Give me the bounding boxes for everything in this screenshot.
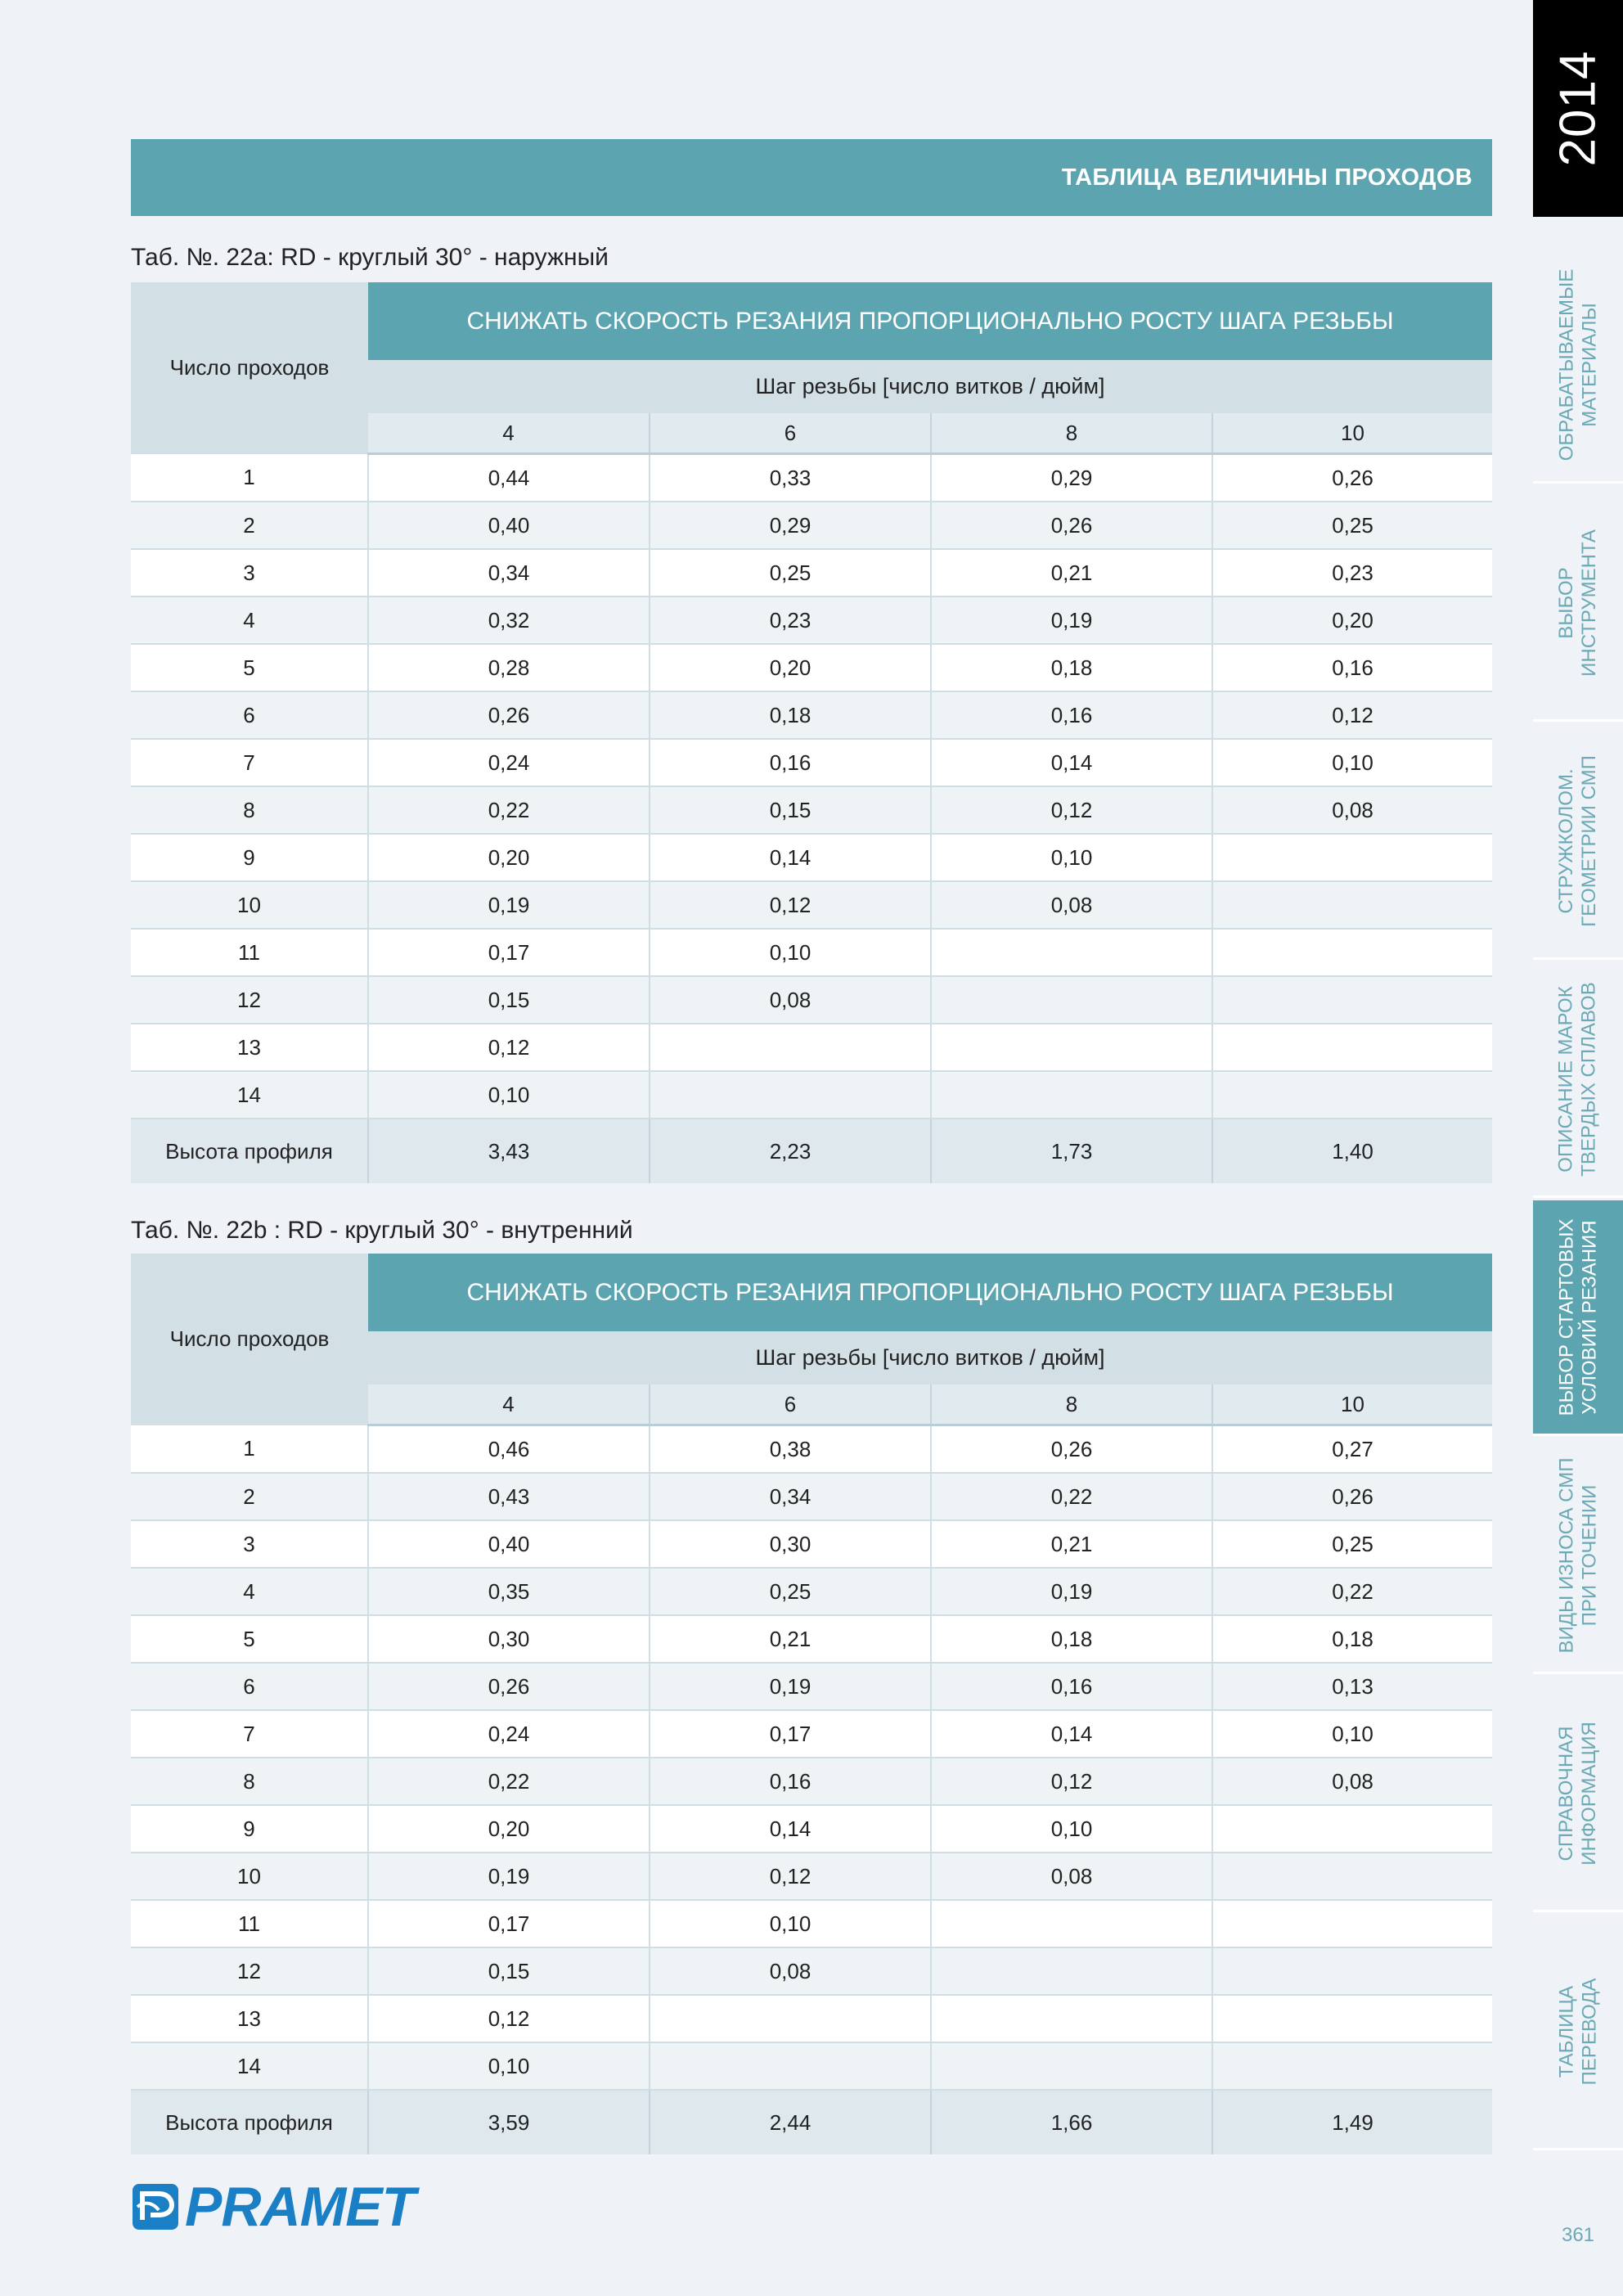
- pass-number-cell: 12: [131, 976, 368, 1024]
- tab-label-line2: ИНФОРМАЦИЯ: [1578, 1721, 1601, 1866]
- pass-value-cell: [1212, 1900, 1492, 1947]
- year-tab: [1533, 0, 1623, 217]
- table-22a: [131, 282, 1492, 1183]
- pass-value-cell: 0,08: [1212, 1758, 1492, 1805]
- pass-value-cell: 0,08: [650, 1947, 931, 1995]
- pass-value-cell: 0,22: [931, 1473, 1212, 1520]
- pass-value-cell: 0,16: [650, 739, 931, 786]
- pass-number-cell: 3: [131, 549, 368, 597]
- column-header: 4: [368, 1384, 650, 1425]
- table-row: [131, 786, 1492, 834]
- pass-value-cell: [931, 1900, 1212, 1947]
- sidebar-tab-conversion[interactable]: [1533, 1915, 1623, 2150]
- pass-number-cell: 9: [131, 1805, 368, 1853]
- pass-value-cell: 0,24: [368, 739, 650, 786]
- pass-number-cell: 6: [131, 691, 368, 739]
- pass-value-cell: 0,10: [931, 834, 1212, 881]
- section-title: ТАБЛИЦА ВЕЛИЧИНЫ ПРОХОДОВ: [1061, 164, 1472, 191]
- pass-value-cell: 0,12: [931, 786, 1212, 834]
- pass-value-cell: 0,46: [368, 1425, 650, 1474]
- pass-value-cell: [1212, 976, 1492, 1024]
- table-22b-caption: Таб. №. 22b : RD - круглый 30° - внутренний: [131, 1217, 633, 1244]
- pass-value-cell: 0,29: [931, 454, 1212, 502]
- pass-value-cell: 0,32: [368, 597, 650, 644]
- pass-value-cell: [1212, 1995, 1492, 2042]
- table-row: [131, 1473, 1492, 1520]
- table-row: [131, 834, 1492, 881]
- pass-number-cell: 1: [131, 454, 368, 502]
- profile-height-value: 1,66: [931, 2090, 1212, 2154]
- pass-value-cell: 0,26: [931, 1425, 1212, 1474]
- pass-value-cell: 0,23: [650, 597, 931, 644]
- profile-height-value: 1,40: [1212, 1119, 1492, 1183]
- pass-value-cell: 0,14: [931, 1710, 1212, 1758]
- tab-label-line1: СТРУЖКОЛОМ.: [1555, 768, 1577, 914]
- pramet-logo-text: PRAMET: [185, 2176, 416, 2238]
- pass-value-cell: 0,12: [368, 1995, 650, 2042]
- sidebar-tab-chipbreakers[interactable]: [1533, 724, 1623, 960]
- pass-value-cell: 0,44: [368, 454, 650, 502]
- pass-number-cell: 7: [131, 739, 368, 786]
- table-row: [131, 1900, 1492, 1947]
- pass-number-cell: 4: [131, 1568, 368, 1615]
- pass-value-cell: 0,15: [650, 786, 931, 834]
- pass-value-cell: [1212, 1805, 1492, 1853]
- tab-label-line2: ПРИ ТОЧЕНИИ: [1578, 1484, 1600, 1626]
- pass-value-cell: [1212, 1853, 1492, 1900]
- pass-value-cell: 0,25: [1212, 502, 1492, 549]
- pass-value-cell: 0,21: [931, 1520, 1212, 1568]
- table-row: [131, 1071, 1492, 1119]
- pass-value-cell: 0,22: [368, 1758, 650, 1805]
- pass-value-cell: 0,16: [931, 1663, 1212, 1710]
- table-row: [131, 1425, 1492, 1474]
- profile-height-value: 1,49: [1212, 2090, 1492, 2154]
- sidebar-tab-wear[interactable]: [1533, 1438, 1623, 1674]
- pass-value-cell: 0,29: [650, 502, 931, 549]
- table-row: [131, 1520, 1492, 1568]
- profile-height-row: [131, 2090, 1492, 2154]
- tab-label-line1: ТАБЛИЦА: [1555, 1985, 1578, 2078]
- pass-value-cell: 0,22: [368, 786, 650, 834]
- tab-label-line1: ВЫБОР СТАРТОВЫХ: [1555, 1218, 1577, 1416]
- pass-value-cell: 0,19: [931, 1568, 1212, 1615]
- pass-number-cell: 4: [131, 597, 368, 644]
- table-22a-caption: Таб. №. 22a: RD - круглый 30° - наружный: [131, 244, 609, 271]
- pass-value-cell: 0,12: [931, 1758, 1212, 1805]
- table-row: [131, 454, 1492, 502]
- pass-value-cell: [931, 1024, 1212, 1071]
- table-22b: [131, 1254, 1492, 2154]
- pass-number-cell: 10: [131, 881, 368, 929]
- tab-label-line2: ТВЕРДЫХ СПЛАВОВ: [1578, 981, 1601, 1177]
- profile-height-label: Высота профиля: [131, 2090, 368, 2154]
- pass-value-cell: 0,10: [650, 1900, 931, 1947]
- pass-number-cell: 11: [131, 1900, 368, 1947]
- pass-value-cell: 0,12: [1212, 691, 1492, 739]
- pass-value-cell: 0,38: [650, 1425, 931, 1474]
- pramet-logo-icon: [131, 2182, 180, 2231]
- pass-value-cell: [650, 1995, 931, 2042]
- pass-value-cell: 0,12: [368, 1024, 650, 1071]
- pass-value-cell: 0,18: [931, 1615, 1212, 1663]
- table-row: [131, 1663, 1492, 1710]
- pass-number-cell: 1: [131, 1425, 368, 1474]
- pass-value-cell: 0,16: [931, 691, 1212, 739]
- pass-value-cell: [931, 976, 1212, 1024]
- tab-label-line1: ОПИСАНИЕ МАРОК: [1555, 985, 1578, 1173]
- table-row: [131, 1995, 1492, 2042]
- pass-value-cell: 0,10: [368, 2042, 650, 2090]
- table-row: [131, 691, 1492, 739]
- pass-value-cell: 0,43: [368, 1473, 650, 1520]
- pass-value-cell: 0,30: [650, 1520, 931, 1568]
- pass-number-cell: 12: [131, 1947, 368, 1995]
- pass-value-cell: [931, 2042, 1212, 2090]
- pass-value-cell: [931, 929, 1212, 976]
- pass-value-cell: 0,34: [650, 1473, 931, 1520]
- pass-value-cell: 0,21: [931, 549, 1212, 597]
- pass-value-cell: 0,21: [650, 1615, 931, 1663]
- pass-value-cell: 0,19: [368, 1853, 650, 1900]
- pass-number-cell: 5: [131, 644, 368, 691]
- pass-number-cell: 6: [131, 1663, 368, 1710]
- pass-value-cell: 0,08: [1212, 786, 1492, 834]
- profile-height-value: 3,43: [368, 1119, 650, 1183]
- speed-reduction-banner: СНИЖАТЬ СКОРОСТЬ РЕЗАНИЯ ПРОПОРЦИОНАЛЬНО РОСТУ ШАГА РЕЗЬБЫ: [368, 1254, 1492, 1331]
- pass-number-cell: 13: [131, 1995, 368, 2042]
- pass-value-cell: 0,18: [931, 644, 1212, 691]
- row-header-label: Число проходов: [131, 282, 368, 454]
- pass-value-cell: 0,10: [931, 1805, 1212, 1853]
- column-header: 10: [1212, 1384, 1492, 1425]
- pass-number-cell: 8: [131, 1758, 368, 1805]
- pass-value-cell: 0,08: [931, 1853, 1212, 1900]
- pass-value-cell: [650, 2042, 931, 2090]
- pass-value-cell: 0,20: [368, 1805, 650, 1853]
- profile-height-value: 1,73: [931, 1119, 1212, 1183]
- pass-number-cell: 2: [131, 502, 368, 549]
- year-label: 2014: [1549, 50, 1607, 167]
- pass-value-cell: 0,40: [368, 502, 650, 549]
- column-header: 4: [368, 413, 650, 454]
- pass-value-cell: 0,40: [368, 1520, 650, 1568]
- pass-value-cell: 0,17: [368, 929, 650, 976]
- table-row: [131, 881, 1492, 929]
- tab-label-line2: УСЛОВИЙ РЕЗАНИЯ: [1578, 1219, 1600, 1415]
- pass-value-cell: 0,19: [650, 1663, 931, 1710]
- pass-number-cell: 8: [131, 786, 368, 834]
- pass-value-cell: 0,33: [650, 454, 931, 502]
- pass-value-cell: [931, 1995, 1212, 2042]
- sidebar-tab-materials[interactable]: [1533, 248, 1623, 484]
- pass-value-cell: [1212, 1024, 1492, 1071]
- sidebar-tab-reference[interactable]: [1533, 1677, 1623, 1912]
- table-row: [131, 976, 1492, 1024]
- pass-value-cell: 0,20: [650, 644, 931, 691]
- pass-value-cell: 0,18: [650, 691, 931, 739]
- pass-value-cell: 0,13: [1212, 1663, 1492, 1710]
- table-row: [131, 1615, 1492, 1663]
- pass-number-cell: 9: [131, 834, 368, 881]
- table-row: [131, 2042, 1492, 2090]
- tab-label-line2: МАТЕРИАЛЫ: [1578, 302, 1600, 427]
- pass-value-cell: [1212, 834, 1492, 881]
- pass-value-cell: 0,26: [931, 502, 1212, 549]
- table-row: [131, 644, 1492, 691]
- speed-reduction-banner: СНИЖАТЬ СКОРОСТЬ РЕЗАНИЯ ПРОПОРЦИОНАЛЬНО РОСТУ ШАГА РЕЗЬБЫ: [368, 282, 1492, 360]
- page-section-banner: [131, 139, 1492, 216]
- pass-value-cell: 0,23: [1212, 549, 1492, 597]
- tab-label-line1: ВЫБОР: [1555, 566, 1577, 639]
- tab-label-line1: СПРАВОЧНАЯ: [1555, 1725, 1578, 1862]
- profile-height-value: 3,59: [368, 2090, 650, 2154]
- pass-value-cell: 0,26: [368, 1663, 650, 1710]
- profile-height-row: [131, 1119, 1492, 1183]
- pass-number-cell: 5: [131, 1615, 368, 1663]
- pass-value-cell: 0,16: [1212, 644, 1492, 691]
- pass-value-cell: [650, 1071, 931, 1119]
- table-row: [131, 1853, 1492, 1900]
- pass-value-cell: 0,22: [1212, 1568, 1492, 1615]
- pass-value-cell: 0,20: [368, 834, 650, 881]
- pass-value-cell: [650, 1024, 931, 1071]
- pass-value-cell: 0,19: [368, 881, 650, 929]
- chapter-sidebar: [1533, 0, 1623, 2296]
- pass-value-cell: [1212, 1947, 1492, 1995]
- pass-value-cell: 0,27: [1212, 1425, 1492, 1474]
- pass-value-cell: 0,26: [1212, 1473, 1492, 1520]
- pass-value-cell: 0,14: [931, 739, 1212, 786]
- thread-pitch-header: Шаг резьбы [число витков / дюйм]: [368, 1331, 1492, 1384]
- table-row: [131, 1710, 1492, 1758]
- pass-number-cell: 3: [131, 1520, 368, 1568]
- pass-number-cell: 10: [131, 1853, 368, 1900]
- pass-value-cell: 0,18: [1212, 1615, 1492, 1663]
- pass-value-cell: 0,20: [1212, 597, 1492, 644]
- pass-value-cell: [931, 1947, 1212, 1995]
- table-row: [131, 1568, 1492, 1615]
- table-row: [131, 929, 1492, 976]
- sidebar-tab-tool-selection[interactable]: [1533, 486, 1623, 722]
- pass-value-cell: [931, 1071, 1212, 1119]
- tab-label-line1: ОБРАБАТЫВАЕМЫЕ: [1555, 268, 1577, 461]
- pass-value-cell: 0,12: [650, 1853, 931, 1900]
- pass-value-cell: 0,34: [368, 549, 650, 597]
- row-header-label: Число проходов: [131, 1254, 368, 1425]
- thread-pitch-header: Шаг резьбы [число витков / дюйм]: [368, 360, 1492, 413]
- pass-value-cell: [1212, 881, 1492, 929]
- table-row: [131, 1805, 1492, 1853]
- pass-value-cell: 0,30: [368, 1615, 650, 1663]
- pass-value-cell: [1212, 2042, 1492, 2090]
- pass-value-cell: 0,08: [650, 976, 931, 1024]
- pass-value-cell: 0,25: [1212, 1520, 1492, 1568]
- column-header: 10: [1212, 413, 1492, 454]
- pass-value-cell: 0,08: [931, 881, 1212, 929]
- pass-value-cell: 0,15: [368, 1947, 650, 1995]
- pass-value-cell: 0,10: [650, 929, 931, 976]
- pass-number-cell: 14: [131, 2042, 368, 2090]
- pass-number-cell: 13: [131, 1024, 368, 1071]
- sidebar-tab-grades[interactable]: [1533, 962, 1623, 1198]
- pass-value-cell: 0,15: [368, 976, 650, 1024]
- page-number: 361: [1561, 2224, 1595, 2246]
- column-header: 8: [931, 1384, 1212, 1425]
- pass-number-cell: 11: [131, 929, 368, 976]
- pass-value-cell: 0,17: [650, 1710, 931, 1758]
- pass-number-cell: 14: [131, 1071, 368, 1119]
- tab-label-line2: ГЕОМЕТРИИ СМП: [1578, 754, 1600, 927]
- pass-value-cell: 0,14: [650, 1805, 931, 1853]
- pass-value-cell: 0,35: [368, 1568, 650, 1615]
- pass-value-cell: 0,28: [368, 644, 650, 691]
- profile-height-label: Высота профиля: [131, 1119, 368, 1183]
- table-row: [131, 597, 1492, 644]
- table-row: [131, 549, 1492, 597]
- profile-height-value: 2,23: [650, 1119, 931, 1183]
- tab-label-line2: ПЕРЕВОДА: [1578, 1978, 1601, 2085]
- pramet-logo: [131, 2176, 416, 2238]
- pass-value-cell: 0,12: [650, 881, 931, 929]
- pass-value-cell: 0,24: [368, 1710, 650, 1758]
- column-header: 6: [650, 1384, 931, 1425]
- pass-value-cell: [1212, 1071, 1492, 1119]
- pass-value-cell: 0,10: [1212, 1710, 1492, 1758]
- table-row: [131, 739, 1492, 786]
- pass-value-cell: 0,25: [650, 549, 931, 597]
- pass-value-cell: 0,19: [931, 597, 1212, 644]
- tab-label-line1: ВИДЫ ИЗНОСА СМП: [1555, 1457, 1577, 1653]
- table-row: [131, 1947, 1492, 1995]
- pass-value-cell: 0,25: [650, 1568, 931, 1615]
- column-header: 6: [650, 413, 931, 454]
- profile-height-value: 2,44: [650, 2090, 931, 2154]
- table-row: [131, 502, 1492, 549]
- pass-value-cell: 0,26: [368, 691, 650, 739]
- pass-value-cell: 0,10: [368, 1071, 650, 1119]
- table-row: [131, 1758, 1492, 1805]
- pass-value-cell: 0,16: [650, 1758, 931, 1805]
- tab-label-line2: ИНСТРУМЕНТА: [1578, 529, 1600, 677]
- column-header: 8: [931, 413, 1212, 454]
- pass-value-cell: 0,26: [1212, 454, 1492, 502]
- pass-number-cell: 7: [131, 1710, 368, 1758]
- pass-value-cell: 0,17: [368, 1900, 650, 1947]
- pass-value-cell: 0,10: [1212, 739, 1492, 786]
- pass-value-cell: [1212, 929, 1492, 976]
- pass-value-cell: 0,14: [650, 834, 931, 881]
- pass-number-cell: 2: [131, 1473, 368, 1520]
- table-row: [131, 1024, 1492, 1071]
- sidebar-tab-cutting-conditions[interactable]: [1533, 1200, 1623, 1436]
